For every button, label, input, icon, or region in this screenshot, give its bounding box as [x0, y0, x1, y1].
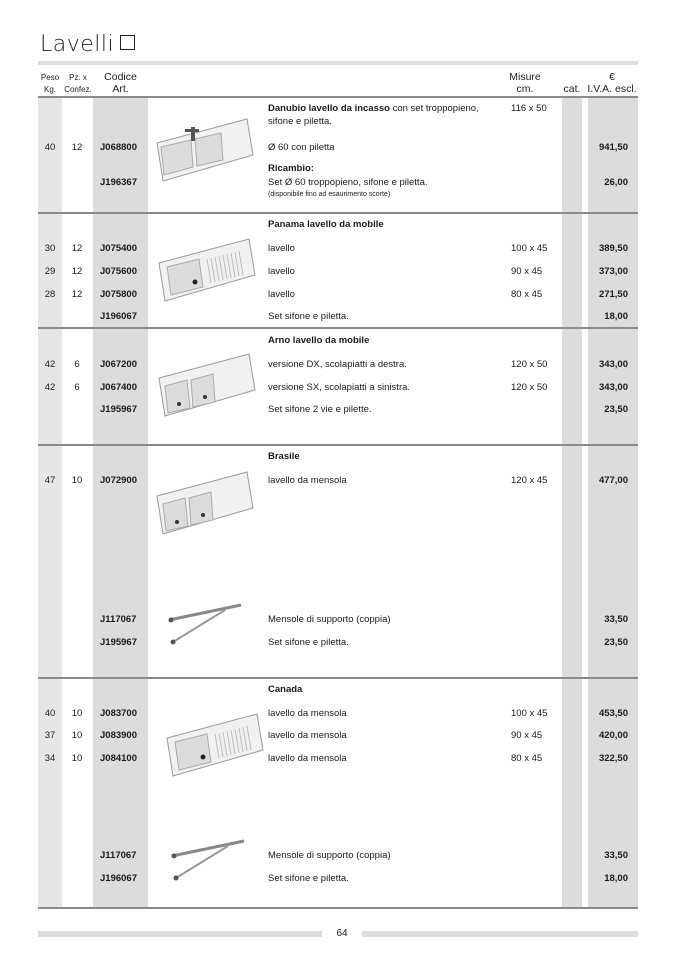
row-description: lavello	[268, 266, 295, 277]
product-title	[268, 103, 479, 115]
product-name: Arno lavello da mobile	[268, 335, 370, 346]
row-price: 453,50	[598, 708, 628, 719]
row-price: 33,50	[604, 614, 628, 625]
row-price: 420,00	[598, 730, 628, 741]
row-description: Set sifone e piletta.	[268, 311, 349, 322]
row-measure: 90 x 45	[511, 730, 543, 741]
header-pz-line1: Pz. x	[69, 73, 87, 82]
row-pz-confez: 10	[71, 475, 83, 486]
row-pz-confez: 10	[71, 753, 83, 764]
row-measure: 120 x 45	[511, 475, 548, 486]
row-peso: 42	[44, 359, 56, 370]
row-measure: 80 x 45	[511, 753, 543, 764]
product-title	[268, 219, 384, 231]
support-bracket-image	[165, 600, 245, 650]
row-code: J117067	[100, 614, 137, 625]
row-code: J083900	[100, 730, 137, 741]
sink-double-with-drainer-image	[157, 350, 257, 420]
row-code: J195967	[100, 404, 137, 415]
product-title-rest: con set troppopieno,	[392, 103, 479, 114]
column-peso-bg	[38, 97, 62, 908]
header-misure	[500, 71, 550, 95]
row-pz-confez: 6	[74, 359, 80, 370]
product-name: Canada	[268, 684, 303, 695]
header-codice-line2: Art.	[112, 83, 129, 95]
header-divider	[38, 96, 638, 98]
header-peso	[38, 72, 62, 96]
row-price: 373,00	[598, 266, 628, 277]
row-price: 477,00	[598, 475, 628, 486]
row-code: J072900	[100, 475, 137, 486]
header-misure-line2: cm.	[516, 83, 534, 95]
row-peso: 40	[44, 708, 56, 719]
row-description: lavello da mensola	[268, 730, 347, 741]
header-cat: cat.	[563, 83, 581, 95]
row-code: J067400	[100, 382, 137, 393]
row-code: J067200	[100, 359, 137, 370]
row-description: versione DX, scolapiatti a destra.	[268, 359, 407, 370]
page-number: 64	[336, 928, 348, 939]
header-codice	[93, 71, 148, 95]
product-name: Danubio lavello da incasso	[268, 103, 390, 114]
row-pz-confez: 6	[74, 382, 80, 393]
page-title	[40, 32, 135, 57]
square-icon	[120, 35, 135, 50]
row-code: J196367	[100, 177, 137, 188]
footer-bar-left	[38, 931, 322, 937]
row-code: J068800	[100, 142, 137, 153]
row-code: J083700	[100, 708, 137, 719]
row-pz-confez: 12	[71, 243, 83, 254]
product-title-line2: sifone e piletta.	[268, 116, 332, 127]
row-code: J075400	[100, 243, 137, 254]
row-price: 343,00	[598, 382, 628, 393]
sink-double-with-drainer-image	[155, 468, 255, 538]
row-measure: 100 x 45	[511, 708, 548, 719]
row-label: Ricambio:	[268, 163, 314, 174]
row-peso: 47	[44, 475, 56, 486]
header-pz	[60, 72, 96, 96]
row-code: J084100	[100, 753, 137, 764]
row-pz-confez: 10	[71, 708, 83, 719]
row-measure: 90 x 45	[511, 266, 543, 277]
row-code: J117067	[100, 850, 137, 861]
row-price: 23,50	[604, 404, 628, 415]
product-title	[268, 451, 300, 463]
row-description: lavello	[268, 289, 295, 300]
row-price: 18,00	[604, 311, 628, 322]
product-title	[268, 335, 369, 347]
footer-bar-right	[362, 931, 638, 937]
row-note: (disponibile fino ad esaurimento scorte)	[268, 191, 391, 198]
row-description: lavello da mensola	[268, 753, 347, 764]
row-peso: 34	[44, 753, 56, 764]
header-price-line2: I.V.A. escl.	[587, 83, 637, 95]
row-description: Set sifone e piletta.	[268, 873, 349, 884]
row-description: Mensole di supporto (coppia)	[268, 850, 391, 861]
header-pz-line2: Confez.	[64, 85, 92, 94]
row-price: 343,00	[598, 359, 628, 370]
header-price	[584, 71, 640, 95]
row-price: 389,50	[598, 243, 628, 254]
row-code: J196067	[100, 311, 137, 322]
row-description: Set Ø 60 troppopieno, sifone e piletta.	[268, 177, 428, 188]
section-divider	[38, 212, 638, 214]
row-price: 271,50	[598, 289, 628, 300]
row-peso: 29	[44, 266, 56, 277]
product-name: Panama lavello da mobile	[268, 219, 384, 230]
header-price-line1: €	[609, 71, 615, 83]
row-description: Set sifone e piletta.	[268, 637, 349, 648]
row-measure: 120 x 50	[511, 382, 548, 393]
row-peso: 42	[44, 382, 56, 393]
row-code: J075600	[100, 266, 137, 277]
section-divider	[38, 444, 638, 446]
row-description: lavello da mensola	[268, 475, 347, 486]
sink-single-with-drainer-image	[165, 710, 265, 780]
header-peso-line1: Peso	[40, 73, 60, 82]
row-price: 941,50	[598, 142, 628, 153]
row-code: J195967	[100, 637, 137, 648]
row-price: 33,50	[604, 850, 628, 861]
top-rule	[38, 61, 638, 65]
row-description: versione SX, scolapiatti a sinistra.	[268, 382, 411, 393]
row-price: 322,50	[598, 753, 628, 764]
row-pz-confez: 12	[71, 289, 83, 300]
row-peso: 30	[44, 243, 56, 254]
table-bottom-rule	[38, 907, 638, 909]
row-price: 23,50	[604, 637, 628, 648]
row-description: Mensole di supporto (coppia)	[268, 614, 391, 625]
row-measure: 80 x 45	[511, 289, 543, 300]
column-codice-bg	[93, 97, 148, 908]
row-measure: 100 x 45	[511, 243, 548, 254]
row-pz-confez: 12	[71, 266, 83, 277]
column-price-bg	[588, 97, 638, 908]
header-codice-line1: Codice	[104, 71, 137, 83]
row-description: lavello da mensola	[268, 708, 347, 719]
product-measure: 116 x 50	[511, 103, 547, 114]
section-divider	[38, 677, 638, 679]
section-divider	[38, 327, 638, 329]
row-description: Set sifone 2 vie e pilette.	[268, 404, 372, 415]
sink-single-with-drainer-image	[157, 235, 257, 305]
row-pz-confez: 12	[71, 142, 83, 153]
row-price: 26,00	[604, 177, 628, 188]
row-pz-confez: 10	[71, 730, 83, 741]
product-name: Brasile	[268, 451, 300, 462]
row-peso: 37	[44, 730, 56, 741]
header-misure-line1: Misure	[509, 71, 541, 83]
row-description: lavello	[268, 243, 295, 254]
column-cat-bg	[562, 97, 582, 908]
row-measure: 120 x 50	[511, 359, 548, 370]
row-code: J196067	[100, 873, 137, 884]
product-title	[268, 684, 302, 696]
page-title-text: Lavelli	[40, 32, 115, 57]
support-bracket-image	[168, 836, 248, 886]
row-description: Ø 60 con piletta	[268, 142, 335, 153]
row-price: 18,00	[604, 873, 628, 884]
row-code: J075800	[100, 289, 137, 300]
sink-double-with-tap-image	[155, 115, 255, 185]
row-peso: 28	[44, 289, 56, 300]
header-peso-line2: Kg.	[43, 85, 56, 94]
row-peso: 40	[44, 142, 56, 153]
